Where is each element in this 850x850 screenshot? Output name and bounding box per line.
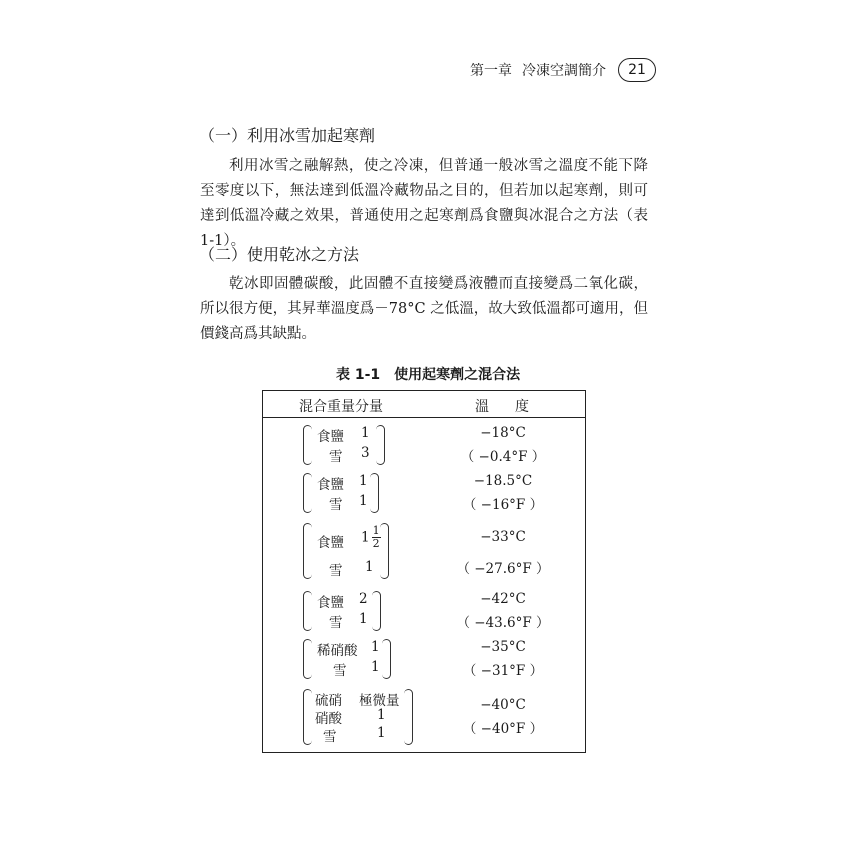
paragraph-ice-text: 利用冰雪之融解熱，使之冷凍，但普通一般冰雪之溫度不能下降至零度以下，無法達到低溫冷藏物品之目的，但若加以起寒劑，則可達到低溫冷藏之效果，普通使用之起寒劑爲食鹽與冰混合之方法（表 1-1）。 xyxy=(200,158,648,249)
mix-ingredient: 食鹽 xyxy=(317,595,344,611)
page-header xyxy=(470,58,656,82)
mix-quantity: 1 xyxy=(377,725,386,741)
mix-brace xyxy=(303,473,379,513)
table-row xyxy=(263,689,585,747)
section-heading-ice: （一）利用冰雪加起寒劑 xyxy=(199,126,376,145)
mix-quantity: 1 xyxy=(371,639,380,655)
mix-brace xyxy=(303,523,389,579)
mix-quantity: 1 xyxy=(359,473,368,489)
temp-celsius: −35°C xyxy=(480,639,526,655)
chapter-label: 第一章 xyxy=(470,63,512,79)
table-row xyxy=(263,639,585,679)
mix-quantity: 1 xyxy=(361,425,370,441)
paragraph-ice xyxy=(200,154,648,254)
table-row xyxy=(263,523,585,581)
mix-ingredient: 雪 xyxy=(329,449,343,465)
mix-ingredient: 食鹽 xyxy=(317,477,344,493)
temp-celsius: −33°C xyxy=(480,529,526,545)
mix-ingredient: 食鹽 xyxy=(317,535,344,551)
table-row xyxy=(263,425,585,465)
table-header xyxy=(263,391,585,418)
mix-brace xyxy=(303,425,385,465)
mixture-table xyxy=(262,390,586,753)
page-number: 21 xyxy=(618,58,656,82)
mix-quantity: 1 xyxy=(359,493,368,509)
mix-quantity: 1 xyxy=(377,707,386,723)
mix-quantity-whole: 1 xyxy=(361,529,370,546)
temp-celsius: −42°C xyxy=(480,591,526,607)
mix-ingredient: 食鹽 xyxy=(317,429,344,445)
fraction xyxy=(372,525,381,550)
mix-quantity: 3 xyxy=(361,445,370,461)
mix-ingredient: 雪 xyxy=(329,615,343,631)
temp-fahrenheit: （ −0.4°F ） xyxy=(460,449,546,465)
mix-ingredient: 硝酸 xyxy=(315,711,342,727)
mix-quantity-mixed xyxy=(361,525,381,550)
table-caption: 表 1-1 使用起寒劑之混合法 xyxy=(336,367,521,383)
temp-fahrenheit: （ −16°F ） xyxy=(462,497,544,513)
temp-fahrenheit: （ −40°F ） xyxy=(462,721,544,737)
mix-brace xyxy=(303,639,391,679)
mix-quantity: 極微量 xyxy=(359,693,400,709)
paragraph-dry-ice-text: 乾冰即固體碳酸，此固體不直接變爲液體而直接變爲二氧化碳，所以很方便，其昇華溫度爲－78°C 之低溫，故大致低溫都可適用，但價錢高爲其缺點。 xyxy=(200,276,648,342)
temp-celsius: −18.5°C xyxy=(473,473,533,489)
table-row xyxy=(263,591,585,631)
mix-ingredient: 稀硝酸 xyxy=(317,643,358,659)
temp-celsius: −18°C xyxy=(480,425,526,441)
chapter-title: 冷凍空調簡介 xyxy=(522,63,606,79)
paragraph-dry-ice xyxy=(200,272,648,347)
mix-brace xyxy=(303,689,413,745)
mix-ingredient: 雪 xyxy=(323,729,337,745)
section-heading-dry-ice: （二）使用乾冰之方法 xyxy=(199,245,360,264)
header-temperature: 溫度 xyxy=(475,399,555,415)
header-mix-ratio: 混合重量分量 xyxy=(299,399,383,415)
mix-quantity: 1 xyxy=(359,611,368,627)
temp-fahrenheit: （ −43.6°F ） xyxy=(456,615,550,631)
fraction-numerator: 1 xyxy=(372,524,380,537)
table-row xyxy=(263,473,585,513)
mix-ingredient: 雪 xyxy=(329,563,343,579)
temp-fahrenheit: （ −31°F ） xyxy=(462,663,544,679)
mix-brace xyxy=(303,591,381,631)
mix-quantity: 1 xyxy=(371,659,380,675)
temp-fahrenheit: （ −27.6°F ） xyxy=(456,561,550,577)
mix-quantity: 2 xyxy=(359,591,368,607)
fraction-denominator: 2 xyxy=(372,537,380,550)
mix-quantity: 1 xyxy=(365,559,374,575)
mix-ingredient: 雪 xyxy=(329,497,343,513)
mix-ingredient: 硫硝 xyxy=(315,693,342,709)
temp-celsius: −40°C xyxy=(480,697,526,713)
mix-ingredient: 雪 xyxy=(333,663,347,679)
